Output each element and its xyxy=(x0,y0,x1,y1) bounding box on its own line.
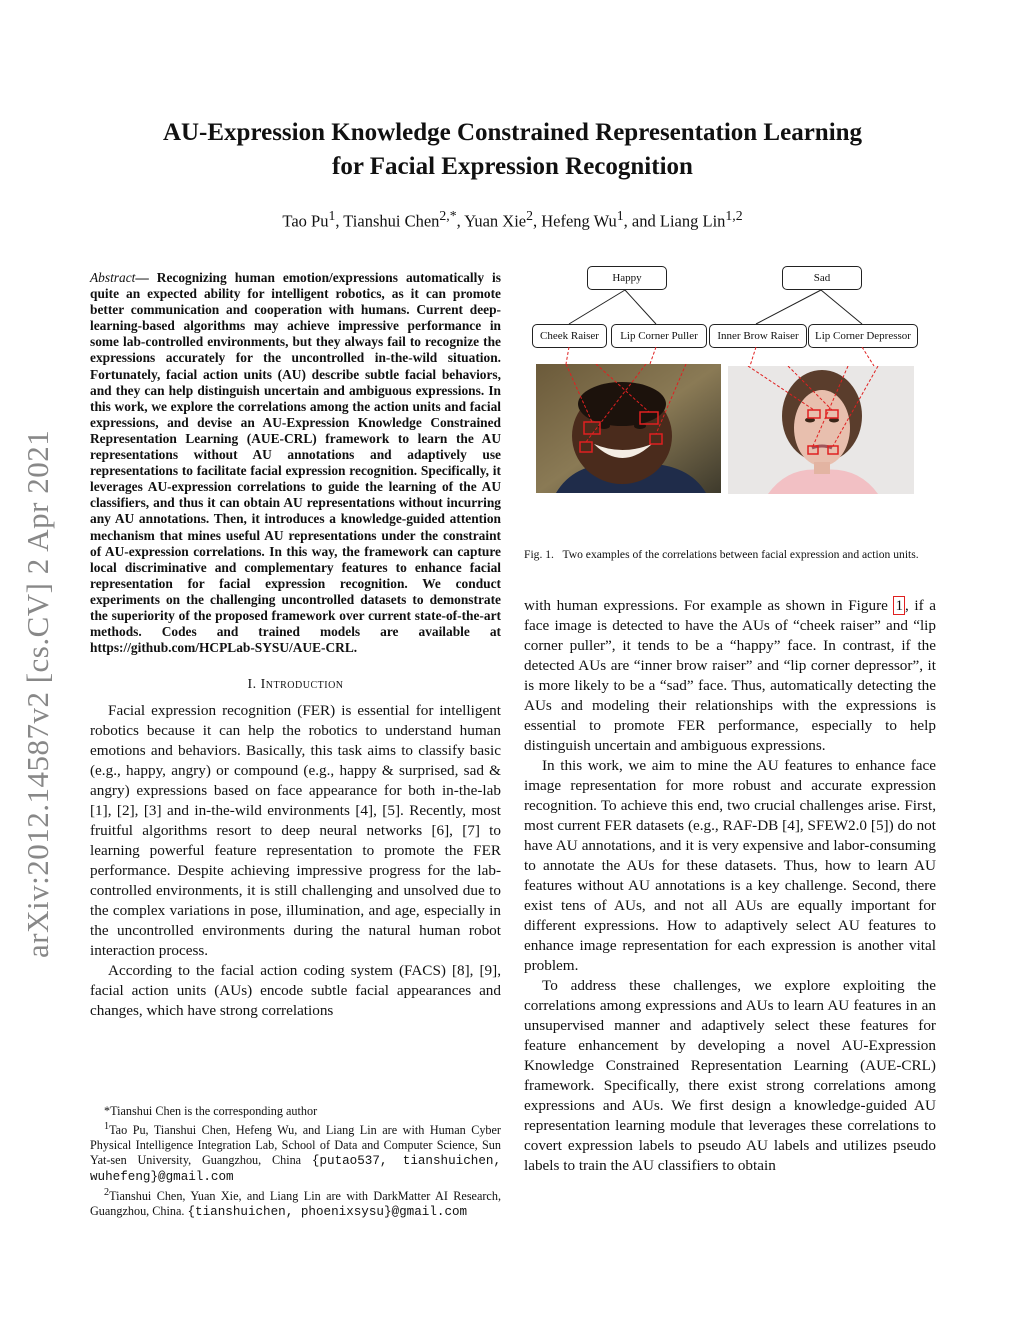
paragraph-text: , if a face image is detected to have the AUs of “cheek raiser” and “lip corner puller”, it tends to be a “happy” face. In contrast, if the detected AUs are “inner brow raiser” and “lip corner depressor”, it is more likely to be a “sad” face. Thus, automatically detecting the AUs and modeling their relationships with the expressions is essential to promote FER performance, especially to help distinguish uncertain and ambiguous expressions. xyxy=(524,597,936,754)
intro-paragraph-5: To address these challenges, we explore exploiting the correlations among expressions and AUs to learn AU features in an unsupervised manner and adaptively select these features for feature enhancement by developing a novel AU-Expression Knowledge Constrained Representation Learning (AUE-CRL) framework. Specifically, there exist strong correlations among expressions and AUs. We first design a knowledge-guided AU representation learning module that leverages these correlations to covert expression labels to pseudo AU labels and utilizes pseudo labels to train the AU classifiers to obtain xyxy=(524,977,936,1174)
au-region-marker xyxy=(828,446,838,454)
intro-paragraph-3 xyxy=(524,596,936,756)
footnote-1-marker: 1 xyxy=(104,1121,110,1132)
sad-face-photo xyxy=(728,366,914,494)
footnote-corresponding: *Tianshui Chen is the corresponding author xyxy=(104,1104,318,1118)
au-region-marker xyxy=(584,422,600,434)
right-column-text xyxy=(524,596,936,1176)
au-link-line xyxy=(566,364,592,422)
au-link-line xyxy=(813,366,848,446)
au-node-lip-corner-depressor: Lip Corner Depressor xyxy=(808,324,918,348)
author-affiliation: 1 xyxy=(328,208,336,223)
edge-sad-lip-depressor xyxy=(821,290,862,324)
edge-happy-cheek xyxy=(569,290,625,324)
intro-paragraph-1: Facial expression recognition (FER) is essential for intelligent robotics because it can help the robotics to understand human emotions and behaviors. Basically, this task aims to classify basic (e.g., happy, angry) or compound (e.g., happy & surprised, sad & angry) expressions based on face appearance for both in-the-lab [1], [2], [3] and in-the-wild environments [4], [5]. Recently, most fruitful algorithms resort to deep neural networks [6], [7] to learning powerful feature representation to promote the FER performance. Despite achieving impressive progress for the lab-controlled environments, it is still challenging and unsolved due to the complex variations in pose, illumination, and age, especially in the uncontrolled environments during the natural human robot interaction process. xyxy=(90,702,501,960)
sad-au-markers xyxy=(728,366,914,494)
happy-face-photo xyxy=(536,364,721,493)
paper-title xyxy=(90,116,935,184)
edge-happy-lip-puller xyxy=(625,290,656,324)
figure-link-lines xyxy=(524,347,936,367)
caption-label: Fig. 1. xyxy=(524,548,554,561)
left-column xyxy=(90,270,501,1021)
section-heading-introduction xyxy=(90,677,501,693)
author: Hefeng Wu xyxy=(541,211,617,231)
figure-1 xyxy=(524,262,936,542)
au-region-marker xyxy=(580,442,592,452)
author-affiliation: 1,2 xyxy=(725,208,743,223)
author-affiliation: 2 xyxy=(526,208,533,223)
au-region-marker xyxy=(826,410,838,418)
section-title: Introduction xyxy=(260,677,344,693)
footnote-1-email: {putao537, tianshuichen, wuhefeng}@gmail.com xyxy=(90,1154,502,1185)
au-link-line xyxy=(748,366,814,410)
au-link-line xyxy=(862,347,874,366)
right-column xyxy=(524,262,936,1176)
title-line-2: for Facial Expression Recognition xyxy=(332,153,693,180)
intro-paragraph-2: According to the facial action coding system (FACS) [8], [9], facial action units (AUs) encode subtle facial appearances and changes, which have strong correlations xyxy=(90,962,501,1020)
edge-sad-inner-brow xyxy=(756,290,821,324)
happy-au-markers xyxy=(536,364,721,493)
expression-node-happy: Happy xyxy=(587,266,667,290)
author-list: Tao Pu$^1$, Tianshui Chen$^{2,*}$, Yuan Xie$^2$, Hefeng Wu$^1$, and Liang Lin$^{1,2}$ xyxy=(282,208,743,231)
author: Tianshui Chen xyxy=(343,211,440,231)
caption-text: Two examples of the correlations between facial expression and action units. xyxy=(562,548,919,561)
footnote-2-email: {tianshuichen, phoenixsysu}@gmail.com xyxy=(187,1205,468,1220)
au-node-lip-corner-puller: Lip Corner Puller xyxy=(611,324,707,348)
au-region-marker xyxy=(808,446,818,454)
author-affiliation: 2,* xyxy=(439,208,457,223)
figure-caption xyxy=(524,548,936,562)
footnotes xyxy=(90,1104,501,1220)
au-link-line xyxy=(750,347,756,366)
intro-paragraph-4: In this work, we aim to mine the AU features to enhance face image representation for more robust and accurate expression recognition. To achieve this end, two crucial challenges arise. First, most current FER datasets (e.g., RAF-DB [4], SFEW2.0 [5]) do not have AU annotations, and it is very expensive and labor-consuming to annotate the AUs for these datasets. Thus, how to learn AU features without AU annotations is a key challenge. Second, there exist tens of AUs, and not all AUs are equally important for different expressions. How to adaptively select AU features to enhance image representation for each expression is another vital problem. xyxy=(524,757,936,974)
au-region-marker xyxy=(808,410,820,418)
au-link-line xyxy=(566,347,569,364)
abstract-text: — Recognizing human emotion/expressions automatically is quite an expected ability for intelligent robotics, as it can promote better communication and cooperation with humans. Current deep-learning-based algorithms may achieve impressive performance in some lab-controlled environments, but they always fail to recognize the expressions accurately for the uncontrolled in-the-wild situation. Fortunately, facial action units (AU) describe subtle facial behaviors, and they can help distinguish uncertain and ambiguous expressions. In this work, we explore the correlations among the action units and facial expressions, and devise an AU-Expression Knowledge Constrained Representation Learning (AUE-CRL) framework to learn the AU representations without AU annotations and adaptively use representations to facilitate facial expression recognition. Specifically, it leverages AU-expression correlations to guide the learning of the AU classifiers, and thus it can obtain AU representations without incurring any AU annotations. Then, it introduces a knowledge-guided attention mechanism that mines useful AU representations under the constraint of AU-expression correlations. In this way, the framework can capture local discriminative and complementary features to enhance facial representation for facial expression recognition. We conduct experiments on the challenging uncontrolled datasets to demonstrate the superiority of the proposed framework over current state-of-the-art methods. Codes and trained models are available at https://github.com/HCPLab-SYSU/AUE-CRL. xyxy=(90,270,501,656)
footnote-2 xyxy=(90,1185,501,1220)
expression-node-sad: Sad xyxy=(782,266,862,290)
author-affiliation: 1 xyxy=(616,208,624,223)
au-node-inner-brow-raiser: Inner Brow Raiser xyxy=(709,324,807,348)
paragraph-text: with human expressions. For example as shown in Figure xyxy=(524,597,888,614)
footnote-1-text: Tao Pu, Tianshui Chen, Hefeng Wu, and Liang Lin are with Human Cyber Physical Intelligence Integration Lab, School of Data and Computer Science, Sun Yat-sen University, Guangzhou, China xyxy=(90,1123,501,1168)
au-link-line xyxy=(650,347,656,364)
author: Liang Lin xyxy=(659,211,726,231)
au-link-line xyxy=(833,366,878,446)
arxiv-identifier[interactable]: arXiv:2012.14587v2 [cs.CV] 2 Apr 2021 xyxy=(20,429,55,958)
figure-reference-link[interactable]: 1 xyxy=(895,597,904,614)
au-region-marker xyxy=(650,434,662,444)
au-node-cheek-raiser: Cheek Raiser xyxy=(532,324,607,348)
section-numeral: I. xyxy=(247,677,257,693)
abstract-label: Abstract xyxy=(90,270,136,285)
footnote-2-text: Tianshui Chen, Yuan Xie, and Liang Lin are with DarkMatter AI Research, Guangzhou, China. xyxy=(90,1189,501,1219)
author: Tao Pu xyxy=(282,211,329,231)
abstract xyxy=(90,270,501,656)
au-link-line xyxy=(788,366,832,410)
author: Yuan Xie xyxy=(464,211,527,231)
footnote-2-marker: 2 xyxy=(104,1187,110,1199)
au-link-line xyxy=(656,364,686,434)
title-line-1: AU-Expression Knowledge Constrained Representation Learning xyxy=(162,119,863,146)
footnote-1 xyxy=(90,1119,501,1185)
au-link-line xyxy=(596,364,649,412)
au-link-line xyxy=(586,364,646,442)
au-region-marker xyxy=(640,412,658,424)
